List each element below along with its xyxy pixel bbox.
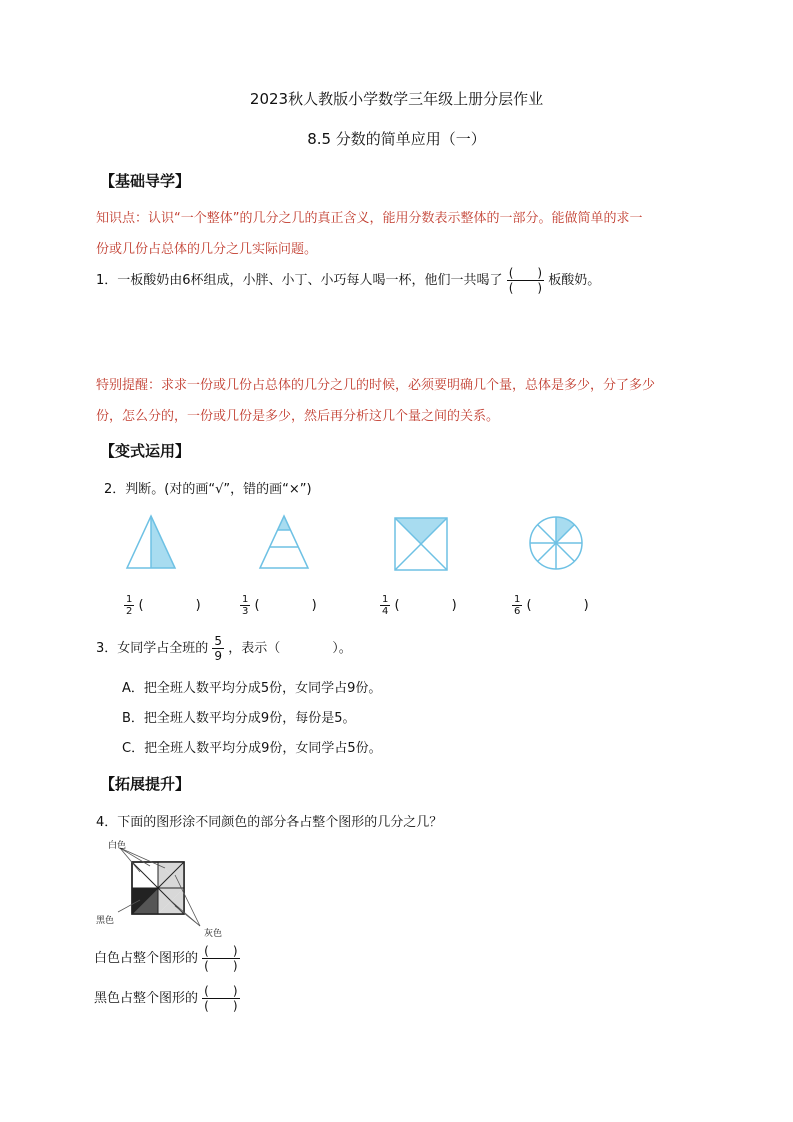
answer-black — [94, 984, 240, 1013]
page-subtitle: 8.5 分数的简单应用（一） — [307, 130, 486, 148]
knowledge-point-line1: 知识点：认识“一个整体”的几分之几的真正含义，能用分数表示整体的一部分。能做简单的求一 — [96, 211, 643, 226]
answer-black-text: 黑色占整个图形的 — [94, 991, 199, 1006]
question-2-text: 2．判断。(对的画“√”，错的画“×”) — [104, 482, 312, 497]
judge-blank-4[interactable]: ( ) — [526, 598, 589, 613]
section-heading-variant: 【变式运用】 — [100, 442, 191, 460]
judge-item-4: $\frac{1}{6}$ ( ) — [514, 594, 589, 617]
question-1-fraction-blank[interactable]: $\frac{( )}{( )}$ — [508, 266, 543, 295]
label-black: 黑色 — [96, 916, 115, 926]
question-3-fraction: $\frac{5}{9}$ — [214, 634, 223, 663]
answer-white-fraction-blank[interactable]: $\frac{( )}{( )}$ — [204, 944, 238, 973]
label-gray: 灰色 — [204, 929, 223, 939]
option-a[interactable]: A．把全班人数平均分成5份，女同学占9份。 — [122, 681, 382, 696]
section-heading-extension: 【拓展提升】 — [100, 775, 191, 793]
answer-black-fraction-blank[interactable]: $\frac{( )}{( )}$ — [204, 984, 238, 1013]
judge-blank-3[interactable]: ( ) — [394, 598, 457, 613]
special-tip-line1: 特别提醒：求求一份或几份占总体的几分之几的时候，必须要明确几个量，总体是多少，分了多少 — [96, 378, 656, 393]
question-1-suffix: 板酸奶。 — [548, 273, 601, 288]
special-tip-line2: 份，怎么分的，一份或几份是多少，然后再分析这几个量之间的关系。 — [96, 409, 500, 424]
answer-white-text: 白色占整个图形的 — [94, 951, 199, 966]
question-3-prefix: 3．女同学占全班的 — [96, 641, 209, 656]
page-title: 2023秋人教版小学数学三年级上册分层作业 — [249, 90, 544, 108]
judge-blank-1[interactable]: ( ) — [138, 598, 201, 613]
judge-blank-2[interactable]: ( ) — [254, 598, 317, 613]
question-4-text: 4．下面的图形涂不同颜色的部分各占整个图形的几分之几？ — [96, 815, 443, 830]
option-c[interactable]: C．把全班人数平均分成9份，女同学占5份。 — [122, 741, 382, 756]
judge-item-3: $\frac{1}{4}$ ( ) — [382, 594, 457, 617]
answer-white — [94, 944, 240, 973]
question-1-text: 1．一板酸奶由6杯组成，小胖、小丁、小巧每人喝一杯，他们一共喝了 — [96, 273, 503, 288]
judge-item-1: $\frac{1}{2}$ ( ) — [126, 594, 201, 617]
judge-item-2: $\frac{1}{3}$ ( ) — [242, 594, 317, 617]
option-b[interactable]: B．把全班人数平均分成9份，每份是5。 — [122, 711, 356, 726]
section-heading-basic: 【基础导学】 — [100, 172, 191, 190]
label-white: 白色 — [108, 841, 127, 851]
knowledge-point-line2: 份或几份占总体的几分之几实际问题。 — [96, 242, 318, 257]
question-3-suffix[interactable]: ，表示（ ）。 — [228, 641, 352, 656]
